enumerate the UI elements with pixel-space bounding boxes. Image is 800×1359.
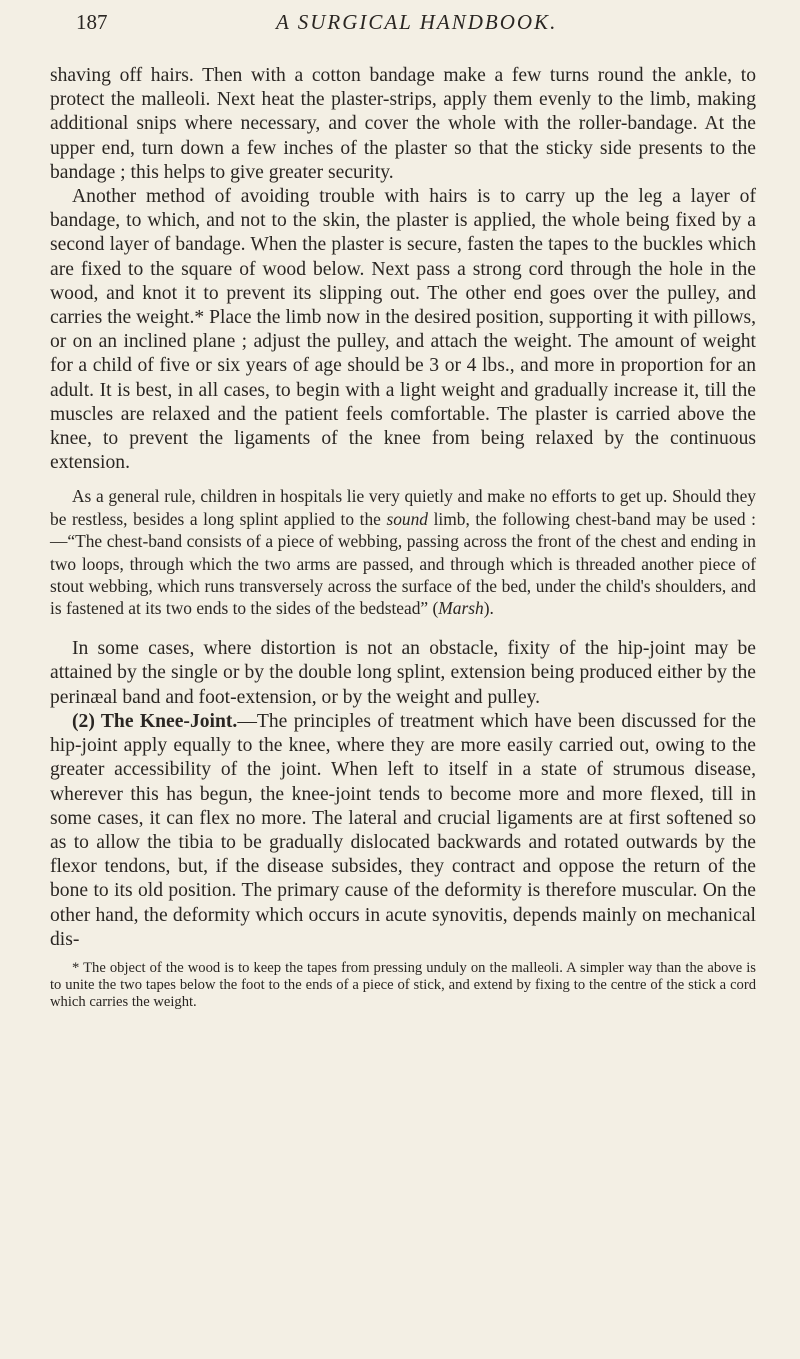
paragraph-bandage-method: Another method of avoiding trouble with hairs is to carry up the leg a layer of bandage, to which, and not to the skin, the plaster is applied, the whole being fixed by a second layer of bandage. When the plaster is secure, fasten the tapes to the buckles which are fixed to the square of wood below. Next pass a strong cord through the hole in the wood, and knot it to prevent its slipping out. The other end goes over the pulley, and carries the weight.* Place the limb now in the desired position, supporting it with pillows, or on an inclined plane ; adjust the pulley, and attach the weight. The amount of weight for a child of five or six years of age should be 3 or 4 lbs., and more in proportion for an adult. It is best, in all cases, to begin with a light weight and gradually increase it, till the muscles are relaxed and the patient feels comfortable. The plaster is carried above the knee, to prevent the ligaments of the knee from being relaxed by the continuous extension. [50, 186, 756, 474]
page-header [50, 10, 756, 64]
paragraph-hip-fixity: In some cases, where distortion is not an obstacle, fixity of the hip-joint may be attained by the single or by the double long splint, extension being produced either by the perinæal band and foot-extension, or by the weight and pulley. [50, 638, 756, 708]
chest-band-text-1: As a general rule, children in hospitals lie very quietly and make no efforts to get up. Should they be restless, besides a long splint applied to the [50, 486, 756, 529]
chest-band-text-2: limb, the following chest-band may be used :—“The chest-band consists of a piece of webbing, passing across the front of the chest and ending in two loops, through which the two arms are passed, and through which is threaded another piece of stout webbing, which runs transversely across the surface of the bed, under the child's shoulders, and is fastened at its two ends to the sides of the bedstead” ( [50, 508, 757, 619]
paragraph-knee-joint [50, 710, 756, 952]
paragraph-plaster-application: shaving off hairs. Then with a cotton bandage make a few turns round the ankle, to protect the malleoli. Next heat the plaster-strips, apply them evenly to the limb, making additional snips where necessary, and cover the whole with the roller-bandage. At the upper end, turn down a few inches of the plaster so that the sticky side presents to the bandage ; this helps to give greater security. [50, 65, 756, 183]
paragraph-chest-band [50, 485, 756, 619]
section-heading-knee-joint: (2) The Knee-Joint. [72, 710, 238, 732]
chest-band-text-3: ). [483, 598, 494, 619]
citation-marsh: Marsh [438, 598, 484, 619]
running-title: A SURGICAL HANDBOOK. [276, 10, 558, 34]
page-number: 187 [76, 10, 108, 34]
emphasis-sound: sound [386, 508, 429, 529]
knee-joint-text: —The principles of treatment which have been discussed for the hip-joint apply equally to the knee, where they are more easily carried out, owing to the greater accessibility of the joint. When left to itself in a state of strumous disease, wherever this has begun, the knee-joint tends to become more and more flexed, till in some cases, it can flex no more. The lateral and crucial ligaments are at first softened so as to allow the tibia to be gradually dislocated backwards and rotated outwards by the flexor tendons, but, if the disease subsides, they contract and oppose the return of the bone to its old position. The primary cause of the deformity is therefore muscular. On the other hand, the deformity which occurs in acute synovitis, depends mainly on mechanical dis- [50, 710, 756, 950]
footnote: * The object of the wood is to keep the tapes from pressing unduly on the malleoli. A simpler way than the above is to unite the two tapes below the foot to the ends of a piece of stick, and extend by fixing to the centre of the stick a cord which carries the weight. [50, 959, 756, 1011]
